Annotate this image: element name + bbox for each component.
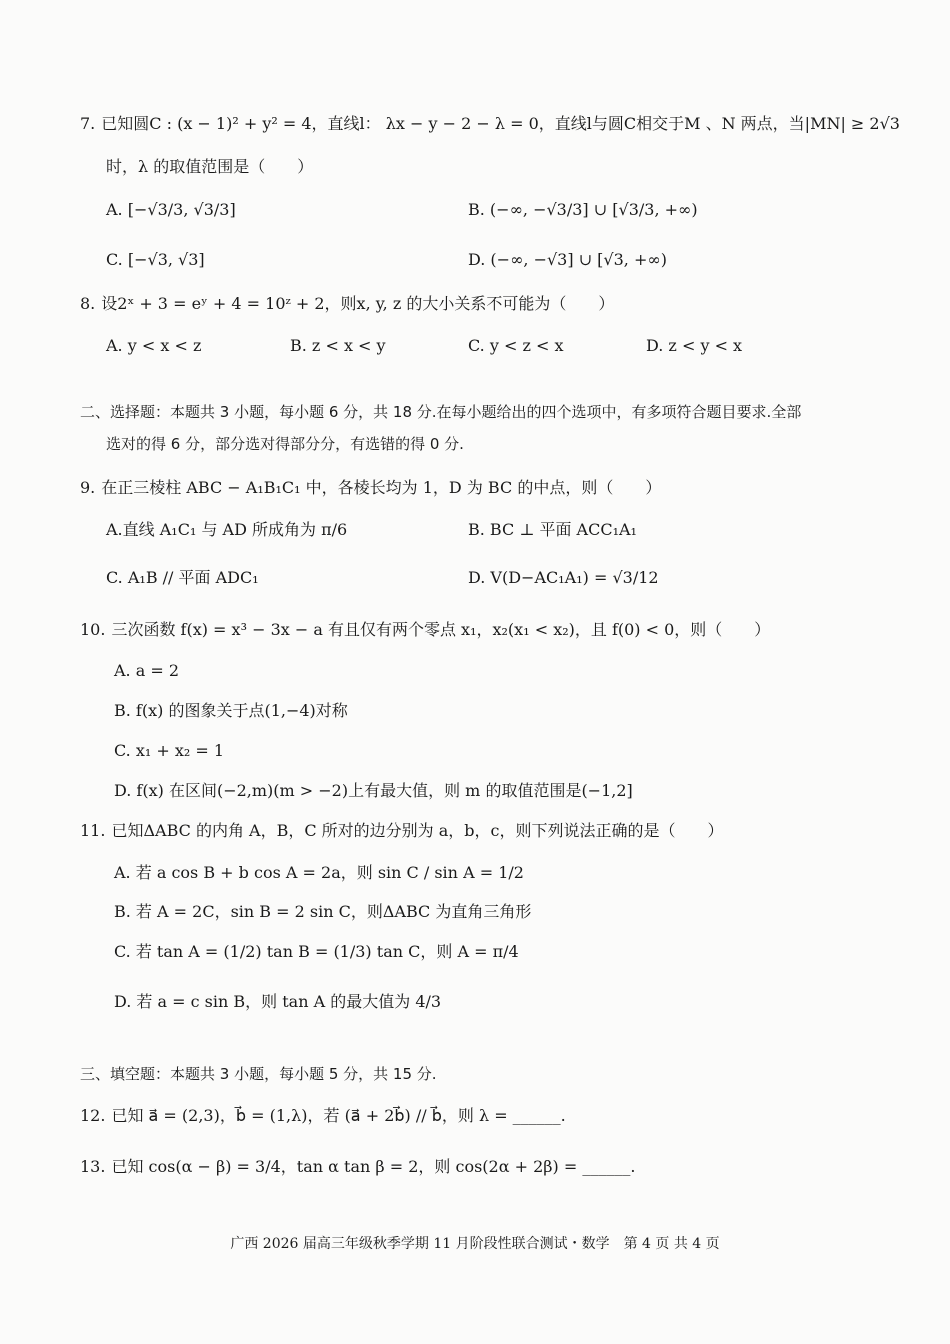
question-10-stem: 10. 三次函数 f(x) = x³ − 3x − a 有且仅有两个零点 x₁，x₂(x₁ < x₂)，且 f(0) < 0，则（ ） xyxy=(80,618,770,642)
question-9-option-c: C. A₁B // 平面 ADC₁ xyxy=(106,568,259,587)
question-10-option-b: B. f(x) 的图象关于点(1,−4)对称 xyxy=(114,701,348,720)
question-11-option-b: B. 若 A = 2C，sin B = 2 sin C，则ΔABC 为直角三角形 xyxy=(114,902,532,921)
question-8-option-d: D. z < y < x xyxy=(646,336,743,355)
question-9-option-d: D. V(D−AC₁A₁) = √3/12 xyxy=(468,568,659,587)
question-9-number: 9. xyxy=(80,478,96,497)
question-11-option-a: A. 若 a cos B + b cos A = 2a，则 sin C / sin A = 1/2 xyxy=(114,863,524,882)
question-7-option-b: B. (−∞, −√3/3] ∪ [√3/3, +∞) xyxy=(468,200,698,219)
question-8-option-b: B. z < x < y xyxy=(290,336,386,355)
question-10-option-c: C. x₁ + x₂ = 1 xyxy=(114,741,225,760)
section-two-heading-cont: 选对的得 6 分，部分选对得部分分，有选错的得 0 分. xyxy=(106,435,464,453)
question-8-option-c: C. y < z < x xyxy=(468,336,564,355)
question-7-stem-line2: 时，λ 的取值范围是（ ） xyxy=(106,157,314,176)
question-10-number: 10. xyxy=(80,620,106,639)
question-9-option-b: B. BC ⊥ 平面 ACC₁A₁ xyxy=(468,520,637,539)
question-8-stem: 8. 设2ˣ + 3 = eʸ + 4 = 10ᶻ + 2，则x, y, z 的大小关系不可能为（ ） xyxy=(80,292,614,316)
question-12-stem: 12. 已知 a⃗ = (2,3)，b⃗ = (1,λ)，若 (a⃗ + 2b⃗) // b⃗，则 λ = ______. xyxy=(80,1104,566,1128)
question-7-number: 7. xyxy=(80,114,96,133)
question-8-number: 8. xyxy=(80,294,96,313)
question-10-option-a: A. a = 2 xyxy=(114,661,180,680)
question-9-stem: 9. 在正三棱柱 ABC − A₁B₁C₁ 中，各棱长均为 1，D 为 BC 的中点，则（ ） xyxy=(80,476,661,500)
question-7-option-d: D. (−∞, −√3] ∪ [√3, +∞) xyxy=(468,250,667,269)
question-7-option-a: A. [−√3/3, √3/3] xyxy=(106,200,236,219)
question-11-option-c: C. 若 tan A = (1/2) tan B = (1/3) tan C，则 A = π/4 xyxy=(114,942,519,961)
page-footer: 广西 2026 届高三年级秋季学期 11 月阶段性联合测试・数学 第 4 页 共 4 页 xyxy=(230,1236,720,1252)
question-10-option-d: D. f(x) 在区间(−2,m)(m > −2)上有最大值，则 m 的取值范围是(−1,2] xyxy=(114,781,633,800)
question-11-stem: 11. 已知ΔABC 的内角 A，B，C 所对的边分别为 a，b，c，则下列说法正确的是（ ） xyxy=(80,819,724,843)
question-12-number: 12. xyxy=(80,1106,106,1125)
question-8-option-a: A. y < x < z xyxy=(106,336,202,355)
question-11-option-d: D. 若 a = c sin B，则 tan A 的最大值为 4/3 xyxy=(114,992,442,1011)
section-three-heading: 三、填空题：本题共 3 小题，每小题 5 分，共 15 分. xyxy=(80,1065,437,1083)
question-7-stem-line1: 7. 已知圆C : (x − 1)² + y² = 4，直线l： λx − y − 2 − λ = 0，直线l与圆C相交于M 、N 两点，当|MN| ≥ 2√3 xyxy=(80,112,900,136)
question-9-option-a: A.直线 A₁C₁ 与 AD 所成角为 π/6 xyxy=(106,520,348,539)
question-13-stem: 13. 已知 cos(α − β) = 3/4，tan α tan β = 2，则 cos(2α + 2β) = ______. xyxy=(80,1155,635,1179)
question-13-number: 13. xyxy=(80,1157,106,1176)
section-two-heading: 二、选择题：本题共 3 小题，每小题 6 分，共 18 分.在每小题给出的四个选项中，有多项符合题目要求.全部 xyxy=(80,403,802,421)
question-11-number: 11. xyxy=(80,821,106,840)
question-7-option-c: C. [−√3, √3] xyxy=(106,250,205,269)
